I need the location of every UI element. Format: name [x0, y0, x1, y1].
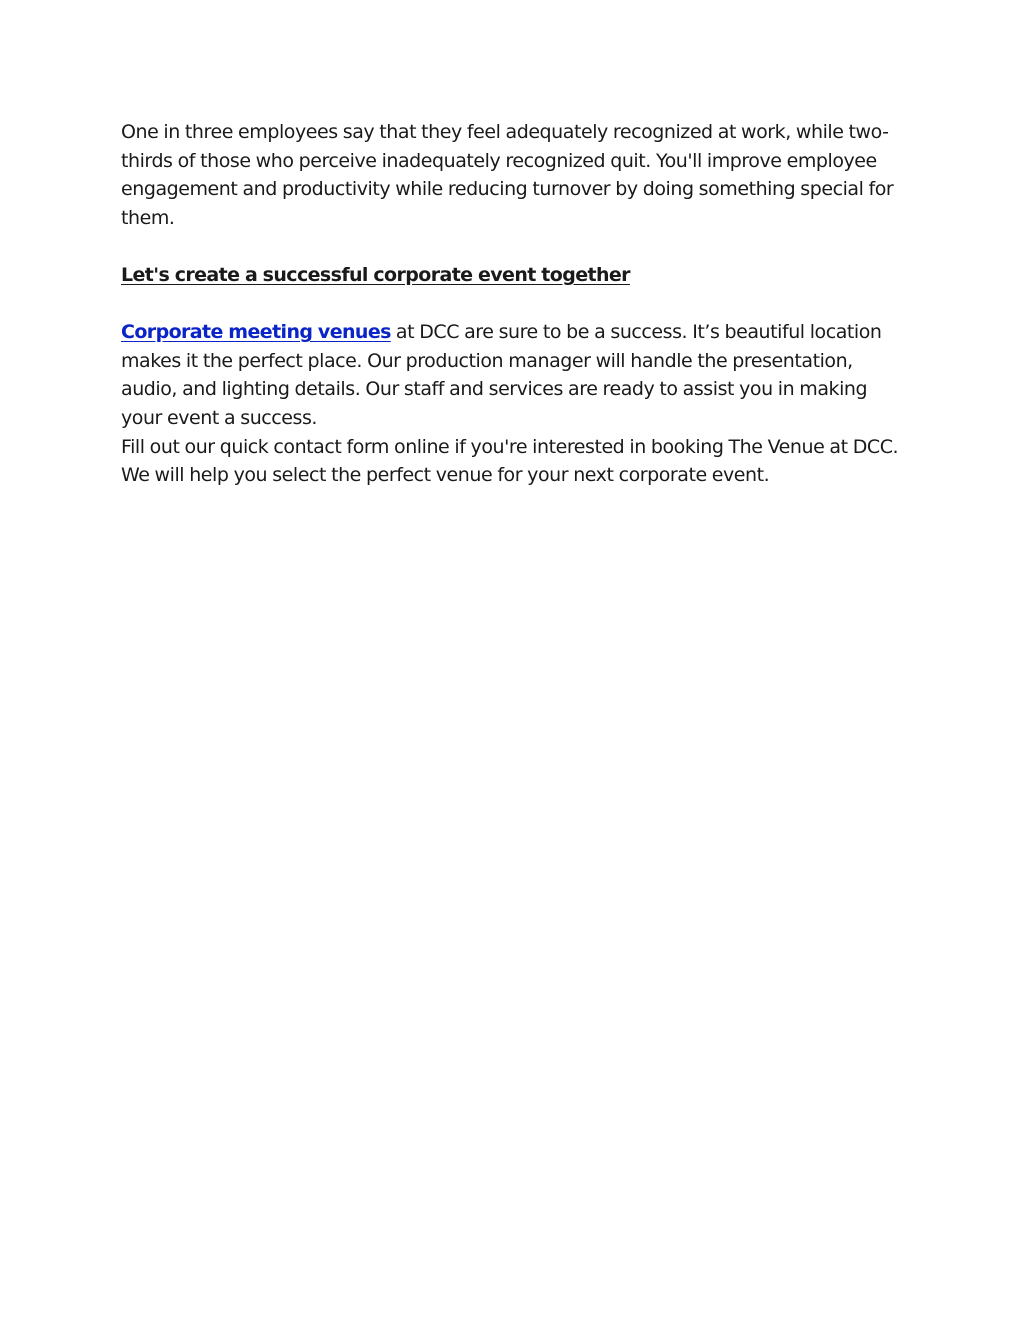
venue-paragraph-text: at DCC are sure to be a success. It’s beautiful location makes it the perfect place. Our production manager will handle the presentation, audio, and lighting details. Our staff and services are ready to assist you in making your event a success. [121, 321, 882, 429]
corporate-meeting-venues-link[interactable]: Corporate meeting venues [121, 321, 391, 344]
section-heading: Let's create a successful corporate event together [121, 263, 630, 286]
document-page [121, 118, 911, 490]
contact-paragraph: Fill out our quick contact form online if you're interested in booking The Venue at DCC. We will help you select the perfect venue for your next corporate event. [121, 435, 899, 487]
venue-paragraph [121, 318, 911, 432]
intro-paragraph: One in three employees say that they feel adequately recognized at work, while two-thirds of those who perceive inadequately recognized quit. You'll improve employee engagement and productivity while reducing turnover by doing something special for them. [121, 121, 894, 229]
